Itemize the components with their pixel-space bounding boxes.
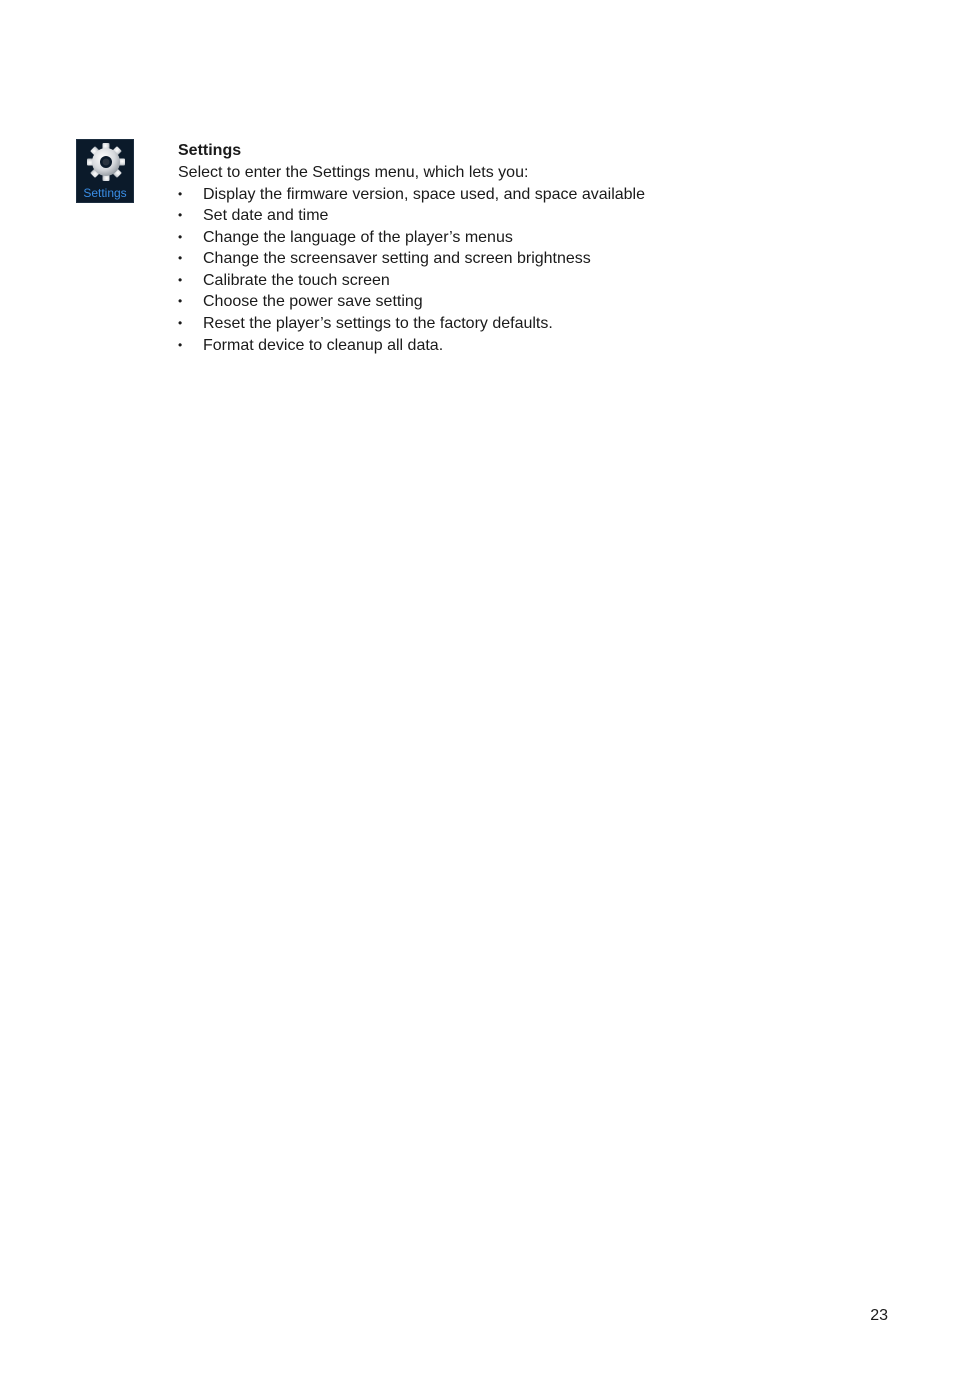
list-item [178,313,878,335]
section-intro: Select to enter the Settings menu, which lets you: [178,164,529,181]
list-item [178,205,878,227]
bullet-icon: • [178,294,183,309]
list-item [178,227,878,249]
list-item-text: Choose the power save setting [203,293,423,311]
list-item-text: Change the screensaver setting and screen brightness [203,250,591,268]
list-item-text: Display the firmware version, space used, and space available [203,185,646,203]
list-item-text: Calibrate the touch screen [203,271,390,289]
feature-list [178,184,878,357]
section-title: Settings [178,142,242,159]
list-item [178,184,878,206]
list-item-text: Reset the player’s settings to the factory defaults. [203,315,553,333]
bullet-icon: • [178,272,183,287]
bullet-icon: • [178,337,183,352]
icon-caption: Settings [83,186,127,200]
page-number: 23 [870,1307,888,1324]
settings-section [178,140,878,356]
list-item [178,335,878,357]
list-item-text: Change the language of the player’s menus [203,228,513,246]
list-item [178,270,878,292]
bullet-icon: • [178,186,183,201]
gear-icon [85,141,127,183]
bullet-icon: • [178,316,183,331]
list-item [178,248,878,270]
bullet-icon: • [178,229,183,244]
settings-app-icon [76,139,134,203]
bullet-icon: • [178,251,183,266]
list-item-text: Set date and time [203,207,329,225]
list-item [178,291,878,313]
list-item-text: Format device to cleanup all data. [203,336,444,354]
bullet-icon: • [178,208,183,223]
